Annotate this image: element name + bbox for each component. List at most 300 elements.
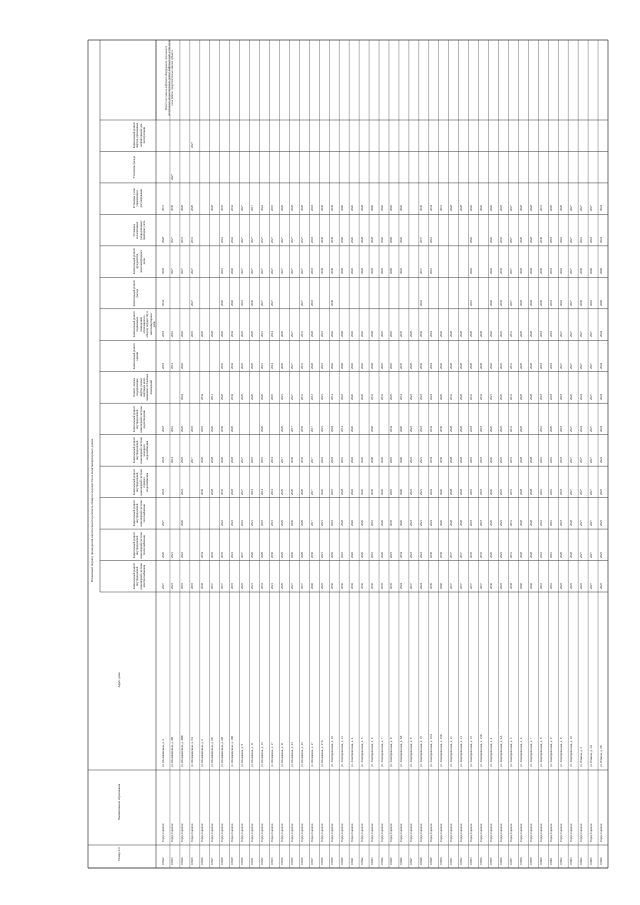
row-year-value: 2042 [558, 299, 563, 306]
row-year-value: 2028 [518, 205, 523, 212]
row-year-value: 2029 [279, 551, 284, 558]
row-year-value: 2037 [240, 551, 245, 558]
row-municipality: Город Саратов [279, 823, 284, 842]
row-year-value: 2028 [528, 236, 533, 243]
row-year-value: 2027 [588, 205, 593, 212]
row-year-value: 2016 [369, 520, 374, 527]
header-roof: Капитальный ремонт крыши [132, 342, 140, 370]
row-year-value: 2035 [479, 551, 484, 558]
row-year-value: 2026 [399, 236, 404, 243]
row-municipality: Город Саратов [498, 823, 503, 842]
row-year-value: 2042 [230, 236, 235, 243]
row-year-value: 2027 [588, 457, 593, 464]
row-year-value: 2037 [449, 583, 454, 589]
row-municipality: Город Саратов [558, 823, 563, 842]
row-year-value: 2028 [369, 268, 374, 275]
row-year-value: 2041 [240, 299, 245, 306]
row-address: ул. Шелковичная, д. 6Б [210, 737, 215, 767]
row-municipality: Город Саратов [309, 823, 314, 842]
row-year-value: 2037 [469, 583, 474, 589]
row-year-value: 2028 [518, 425, 523, 432]
row-year-value: 2027 [279, 268, 284, 275]
row-year-value: 2024 [180, 394, 185, 401]
row-year-value: 2031 [508, 520, 513, 527]
row-year-value: 2026 [489, 236, 494, 243]
row-address: ул. Шелковая, д. 27 [309, 742, 314, 767]
row-year-value: 2027 [190, 142, 195, 149]
row-year-value: 2025 [598, 583, 603, 589]
row-year-value: 2030 [439, 551, 444, 558]
row-year-value: 2029 [180, 205, 185, 212]
row-year-value: 2026 [399, 520, 404, 527]
row-year-value: 2026 [489, 457, 494, 464]
row-year-value: 2018 [548, 299, 553, 306]
row-year-value: 2028 [230, 457, 235, 464]
row-address: ул. Электровозная, д. 5 [508, 737, 513, 767]
row-year-value: 2026 [439, 394, 444, 401]
row-year-value: 2031 [299, 394, 304, 401]
row-year-value: 2018 [160, 457, 165, 464]
row-year-value: 2025 [180, 425, 185, 432]
row-year-value: 2035 [389, 520, 394, 527]
row-year-value: 2039 [429, 583, 434, 589]
row-year-value: 2036 [419, 205, 424, 212]
row-year-value: 2029 [250, 394, 255, 401]
row-year-value: 2029 [289, 488, 294, 495]
row-year-value: 2018 [309, 205, 314, 212]
row-year-value: 2027 [558, 331, 563, 338]
row-year-value: 2021 [279, 394, 284, 401]
row-year-value: 2025 [389, 488, 394, 495]
row-year-value: 2024 [429, 331, 434, 338]
row-municipality: Город Саратов [568, 823, 573, 842]
row-year-value: 2020 [250, 551, 255, 558]
row-year-value: 2018 [479, 488, 484, 495]
row-year-value: 2028 [449, 205, 454, 212]
row-year-value: 2039 [578, 268, 583, 275]
row-year-value: 2028 [459, 394, 464, 401]
header-facade: Капитальный ремонт фасада [132, 279, 140, 307]
row-year-value: 2031 [508, 551, 513, 558]
row-address: ул. Электровозная, д. 5 [359, 737, 364, 767]
row-year-value: 2028 [528, 520, 533, 527]
row-year-value: 2024 [429, 394, 434, 401]
row-year-value: 2025 [240, 362, 245, 369]
row-year-value: 2027 [170, 236, 175, 243]
row-year-value: 2046 [329, 362, 334, 369]
row-year-value: 2041 [429, 268, 434, 275]
row-year-value: 2037 [419, 236, 424, 243]
row-year-value: 2026 [359, 551, 364, 558]
row-year-value: 2026 [568, 394, 573, 401]
row-year-value: 2025 [498, 457, 503, 464]
row-year-value: 2025 [389, 457, 394, 464]
row-year-value: 2023 [409, 457, 414, 464]
row-number: 10840 [339, 857, 344, 865]
row-year-value: 2027 [289, 583, 294, 589]
row-year-value: 2017 [279, 457, 284, 464]
row-year-value: 2013 [210, 394, 215, 401]
row-number: 10841 [349, 857, 354, 865]
row-municipality: Город Саратов [250, 823, 255, 842]
row-year-value: 2034 [200, 394, 205, 401]
row-number: 10859 [528, 857, 533, 865]
row-year-value: 2021 [319, 551, 324, 558]
row-year-value: 2031 [160, 205, 165, 212]
row-year-value: 2029 [518, 362, 523, 369]
row-year-value: 2017 [190, 457, 195, 464]
row-municipality: Город Саратов [439, 823, 444, 842]
row-address: ул. Электровозная, д. 10А [429, 734, 434, 767]
row-year-value: 2026 [319, 488, 324, 495]
row-address: ул. Электровозная, д. 9 [548, 737, 553, 767]
row-year-value: 2025 [379, 362, 384, 369]
header-hotwater: Капитальный ремонт внутридомовой инженерной системы горячего водоснабжения [132, 468, 150, 496]
row-year-value: 2035 [220, 551, 225, 558]
row-year-value: 2027 [180, 268, 185, 275]
row-year-value: 2024 [329, 457, 334, 464]
row-year-value: 2017 [309, 457, 314, 464]
row-year-value: 2026 [498, 394, 503, 401]
row-year-value: 2026 [439, 331, 444, 338]
row-year-value: 2025 [389, 362, 394, 369]
row-year-value: 2028 [459, 520, 464, 527]
row-year-value: 2020 [200, 457, 205, 464]
row-year-value: 2040 [220, 299, 225, 306]
row-number: 10839 [329, 857, 334, 865]
row-year-value: 2026 [489, 425, 494, 432]
row-year-value: 2027 [588, 331, 593, 338]
row-year-value: 2029 [518, 236, 523, 243]
row-number: 10828 [220, 857, 225, 865]
row-year-value: 2028 [528, 362, 533, 369]
row-year-value: 2028 [459, 331, 464, 338]
header-coldwater: Капитальный ремонт внутридомовой инженерной системы холодного водоснабжения [132, 437, 150, 464]
row-year-value: 2026 [479, 205, 484, 212]
row-year-value: 2018 [558, 457, 563, 464]
row-year-value: 2030 [429, 551, 434, 558]
row-number: 10865 [588, 857, 593, 865]
header-gas: Капитальный ремонт внутридомовой инженерной системы газоснабжения [132, 500, 146, 527]
row-number: 10864 [578, 857, 583, 865]
row-municipality: Город Саратов [349, 823, 354, 842]
row-year-value: 2027 [170, 173, 175, 180]
row-year-value: 2027 [289, 268, 294, 275]
row-year-value: 2027 [270, 299, 274, 306]
row-year-value: 2027 [289, 236, 294, 243]
row-year-value: 2018 [548, 268, 553, 275]
row-year-value: 2029 [299, 205, 304, 212]
row-year-value: 2029 [409, 362, 414, 369]
row-number: 10854 [479, 857, 484, 865]
row-year-value: 2018 [479, 457, 484, 464]
row-year-value: 2026 [210, 425, 215, 432]
row-year-value: 2036 [369, 583, 374, 589]
row-year-value: 2027 [289, 331, 294, 338]
row-year-value: 2018 [538, 331, 543, 338]
row-year-value: 2025 [598, 488, 603, 495]
row-number: 10852 [459, 857, 464, 865]
row-year-value: 2018 [548, 362, 553, 369]
row-year-value: 2020 [260, 425, 265, 432]
row-year-value: 2027 [270, 268, 274, 275]
row-address: ул. Электровозная, д. 4 [489, 737, 494, 767]
header-heat: Капитальный ремонт внутридомовой инженерной системы теплоснабжения [132, 531, 146, 558]
row-municipality: Город Саратов [518, 823, 523, 842]
row-municipality: Город Саратов [538, 823, 543, 842]
row-year-value: 2025 [498, 551, 503, 558]
header-electric: Капитальный ремонт внутридомовой инженерной системы электроснабжения [132, 563, 146, 590]
row-year-value: 2014 [270, 331, 274, 338]
row-year-value: 2027 [250, 236, 255, 243]
row-year-value: 2031 [508, 362, 513, 369]
row-year-value: 2027 [160, 583, 165, 589]
row-year-value: 2040 [439, 583, 444, 589]
row-year-value: 2028 [459, 488, 464, 495]
row-year-value: 2018 [160, 331, 165, 338]
row-year-value: 2042 [558, 268, 563, 275]
row-year-value: 2031 [439, 205, 444, 212]
row-year-value: 2034 [230, 331, 235, 338]
row-municipality: Город Саратов [588, 823, 593, 842]
row-year-value: 2025 [598, 520, 603, 527]
row-year-value: 2040 [399, 488, 404, 495]
row-year-value: 2026 [349, 520, 354, 527]
row-year-value: 2028 [449, 457, 454, 464]
row-number: 10856 [498, 857, 503, 865]
row-year-value: 2043 [588, 299, 593, 306]
row-year-value: 2034 [429, 205, 434, 212]
row-year-value: 2025 [498, 520, 503, 527]
row-year-value: 2026 [180, 520, 185, 527]
row-municipality: Город Саратов [160, 823, 165, 842]
row-municipality: Город Саратов [369, 823, 374, 842]
row-address: ул. Шелковая, д. 15 [260, 742, 265, 767]
row-address: ул. Электровозная, д. 10Б [439, 734, 444, 767]
row-municipality: Город Саратов [319, 823, 324, 842]
header-lift-repair: Капитальный ремонт лифтов, признанных непригодными для эксплуатации [132, 122, 146, 149]
row-year-value: 2028 [210, 331, 215, 338]
row-year-value: 2027 [578, 457, 583, 464]
row-year-value: 2023 [409, 520, 414, 527]
row-year-value: 2036 [419, 362, 424, 369]
row-year-value: 2028 [518, 520, 523, 527]
row-number: 10848 [419, 857, 424, 865]
row-year-value: 2018 [538, 394, 543, 401]
row-year-value: 2027 [568, 457, 573, 464]
row-year-value: 2031 [508, 394, 513, 401]
row-year-value: 2026 [359, 331, 364, 338]
row-year-value: 2038 [538, 299, 543, 306]
row-municipality: Город Саратов [260, 823, 265, 842]
row-year-value: 2036 [419, 331, 424, 338]
row-year-value: 2034 [200, 551, 205, 558]
row-year-value: 2030 [439, 425, 444, 432]
row-year-value: 2027 [588, 583, 593, 589]
row-year-value: 2029 [250, 362, 255, 369]
header-other: Ремонт или замена лифтового оборудования, признанного непригодным для эксплуатации, ремонт лифтовых шахт, в том числе иные работы, предусмотренные законом субъекта [165, 40, 174, 116]
row-address: ул. Электровозная, д. 6 [518, 737, 523, 767]
row-municipality: Город Саратов [200, 823, 205, 842]
row-year-value: 2016 [548, 583, 553, 589]
row-year-value: 2034 [389, 425, 394, 432]
row-year-value: 2026 [359, 457, 364, 464]
row-year-value: 2033 [469, 394, 474, 401]
row-year-value: 2016 [339, 551, 344, 558]
row-year-value: 2026 [349, 362, 354, 369]
row-number: 10842 [359, 857, 364, 865]
row-year-value: 2028 [309, 362, 314, 369]
row-year-value: 2038 [319, 236, 324, 243]
row-year-value: 2028 [459, 457, 464, 464]
row-year-value: 2035 [299, 425, 304, 432]
row-address: ул. Шелковая, д. 23 [289, 742, 294, 767]
row-year-value: 2040 [339, 362, 344, 369]
row-year-value: 2030 [170, 205, 175, 212]
row-municipality: Город Саратов [190, 823, 195, 842]
row-year-value: 2040 [339, 205, 344, 212]
row-year-value: 2028 [459, 425, 464, 432]
row-number: 10838 [319, 857, 324, 865]
row-year-value: 2019 [260, 457, 265, 464]
row-year-value: 2027 [588, 425, 593, 432]
row-year-value: 2035 [399, 362, 404, 369]
row-year-value: 2031 [190, 236, 195, 243]
row-year-value: 2035 [498, 268, 503, 275]
row-year-value: 2027 [568, 362, 573, 369]
header-insulation: Утепление фасада [132, 155, 136, 179]
row-year-value: 2040 [489, 299, 494, 306]
row-year-value: 2018 [558, 425, 563, 432]
row-address: ул. Электровозная, д. 10 [419, 736, 424, 767]
row-year-value: 2026 [489, 331, 494, 338]
row-year-value: 2018 [479, 520, 484, 527]
row-year-value: 2021 [260, 362, 265, 369]
row-year-value: 2013 [309, 394, 314, 401]
row-year-value: 2016 [538, 488, 543, 495]
row-municipality: Город Саратов [419, 823, 424, 842]
row-year-value: 2028 [518, 488, 523, 495]
row-year-value: 2028 [518, 457, 523, 464]
header-meter-nodes: Установка узлов управления и регулирования [132, 188, 143, 209]
row-year-value: 2027 [299, 299, 304, 306]
row-year-value: 2024 [598, 205, 603, 212]
row-year-value: 2027 [240, 268, 245, 275]
row-year-value: 2030 [439, 457, 444, 464]
row-year-value: 2026 [379, 488, 384, 495]
row-address: ул. Южная, д. 3А [588, 744, 593, 767]
row-address: ул. Шелковая, д. 11 [250, 742, 255, 767]
row-address: ул. Шелковая, д. 9 [240, 743, 245, 767]
row-municipality: Город Саратов [230, 823, 235, 842]
row-year-value: 2028 [210, 457, 215, 464]
row-year-value: 2024 [329, 425, 334, 432]
row-year-value: 2038 [329, 205, 334, 212]
row-year-value: 2023 [419, 551, 424, 558]
row-address: ул. Шелковичная, д. 10Б [230, 735, 235, 767]
row-year-value: 2024 [429, 488, 434, 495]
row-number: 10833 [270, 857, 274, 865]
row-year-value: 2018 [469, 425, 474, 432]
row-year-value: 2027 [588, 394, 593, 401]
row-year-value: 2028 [528, 394, 533, 401]
row-year-value: 2040 [399, 425, 404, 432]
row-year-value: 2023 [409, 425, 414, 432]
row-year-value: 2027 [190, 268, 195, 275]
row-municipality: Город Саратов [289, 823, 294, 842]
row-year-value: 2029 [250, 331, 255, 338]
row-year-value: 2021 [419, 457, 424, 464]
row-year-value: 2018 [548, 331, 553, 338]
row-year-value: 2014 [270, 362, 274, 369]
row-year-value: 2037 [449, 551, 454, 558]
row-municipality: Город Саратов [359, 823, 364, 842]
row-year-value: 2038 [319, 205, 324, 212]
row-year-value: 2028 [449, 331, 454, 338]
row-year-value: 2014 [170, 457, 175, 464]
row-year-value: 2020 [220, 331, 225, 338]
row-year-value: 2035 [299, 457, 304, 464]
row-year-value: 2026 [349, 331, 354, 338]
row-municipality: Город Саратов [429, 823, 434, 842]
row-year-value: 2028 [459, 205, 464, 212]
row-year-value: 2018 [548, 236, 553, 243]
row-year-value: 2040 [369, 457, 374, 464]
row-municipality: Город Саратов [379, 823, 384, 842]
row-year-value: 2040 [369, 362, 374, 369]
row-year-value: 2028 [469, 362, 474, 369]
row-year-value: 2018 [558, 520, 563, 527]
row-year-value: 2035 [220, 205, 225, 212]
row-year-value: 2026 [359, 394, 364, 401]
row-year-value: 2030 [289, 551, 294, 558]
row-number: 10858 [518, 857, 523, 865]
row-year-value: 2016 [548, 520, 553, 527]
row-year-value: 2040 [528, 583, 533, 589]
row-year-value: 2027 [578, 520, 583, 527]
row-year-value: 2038 [329, 268, 334, 275]
row-municipality: Город Саратов [548, 823, 553, 842]
row-year-value: 2026 [379, 551, 384, 558]
row-year-value: 2029 [558, 205, 563, 212]
row-year-value: 2029 [299, 520, 304, 527]
row-year-value: 2029 [279, 425, 284, 432]
row-year-value: 2030 [289, 457, 294, 464]
row-year-value: 2028 [359, 236, 364, 243]
row-year-value: 2025 [379, 331, 384, 338]
row-year-value: 2020 [200, 331, 205, 338]
row-year-value: 2041 [220, 236, 225, 243]
row-year-value: 2040 [230, 268, 235, 275]
row-year-value: 2016 [538, 457, 543, 464]
row-year-value: 2027 [260, 299, 265, 306]
row-year-value: 2026 [349, 551, 354, 558]
row-year-value: 2022 [419, 425, 424, 432]
row-year-value: 2016 [170, 331, 175, 338]
row-year-value: 2029 [279, 520, 284, 527]
row-year-value: 2029 [279, 362, 284, 369]
row-year-value: 2049 [389, 236, 394, 243]
header-lift: Ремонт, замена, модернизация лифтов, ремонт лифтовых шахт, машинных и блочных помещений [132, 373, 153, 401]
row-year-value: 2022 [419, 394, 424, 401]
row-year-value: 2028 [210, 205, 215, 212]
row-year-value: 2025 [498, 205, 503, 212]
row-year-value: 2038 [329, 299, 334, 306]
row-year-value: 2030 [200, 488, 205, 495]
row-year-value: 2039 [578, 299, 583, 306]
row-year-value: 2042 [419, 299, 424, 306]
row-year-value: 2029 [279, 331, 284, 338]
